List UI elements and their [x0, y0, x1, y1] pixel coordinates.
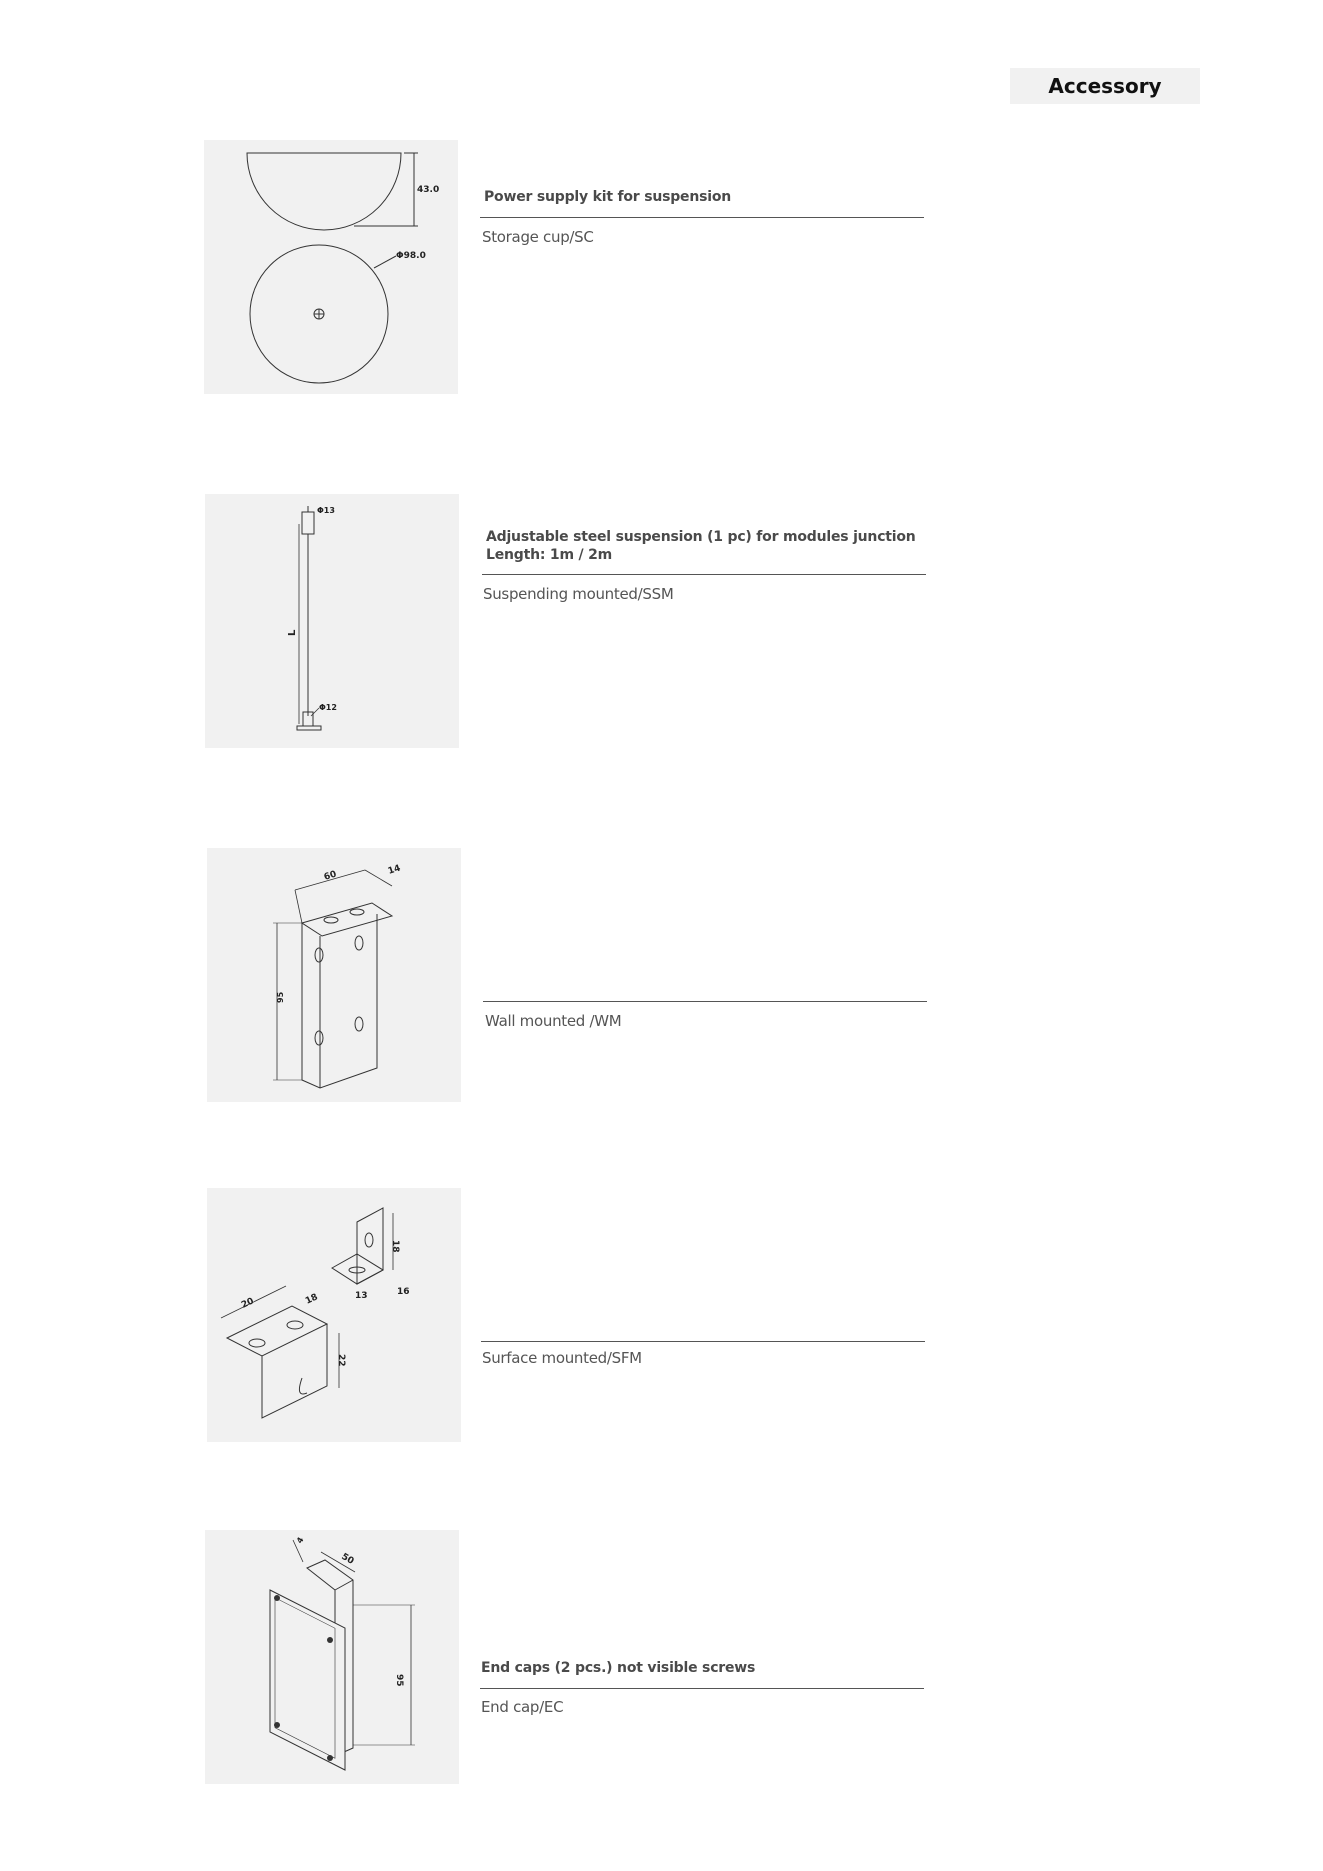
- dim-width: 50: [339, 1551, 356, 1567]
- end-caps-drawing: [205, 1530, 459, 1784]
- title-line-1: Adjustable steel suspension (1 pc) for modules junction: [486, 529, 916, 545]
- divider: [480, 217, 924, 218]
- dim-d: 20: [240, 1296, 256, 1311]
- dim-height: 95: [276, 991, 285, 1003]
- title-line-2: Length: 1m / 2m: [486, 547, 613, 563]
- item-title-end-caps: End caps (2 pcs.) not visible screws: [481, 1660, 756, 1676]
- dim-a: 18: [390, 1240, 400, 1253]
- wall-mount-drawing: [207, 848, 461, 1102]
- item-caption-suspending: Suspending mounted/SSM: [483, 585, 674, 603]
- dim-e: 18: [304, 1292, 320, 1307]
- divider: [482, 574, 926, 575]
- divider: [483, 1001, 927, 1002]
- item-title-steel-suspension: [486, 528, 916, 564]
- dim-depth: 14: [386, 863, 402, 877]
- dim-b: 13: [355, 1291, 368, 1301]
- item-caption-storage-cup: Storage cup/SC: [482, 228, 594, 246]
- dim-bottom: Φ12: [319, 703, 337, 712]
- dim-diameter: Φ98.0: [396, 251, 426, 261]
- dim-f: 22: [336, 1354, 346, 1367]
- surface-mount-drawing: [207, 1188, 461, 1442]
- dim-c: 16: [397, 1287, 410, 1297]
- storage-cup-drawing: [204, 140, 458, 394]
- dim-length: L: [287, 629, 298, 636]
- section-tab-accessory: Accessory: [1010, 68, 1200, 104]
- dim-top: Φ13: [317, 506, 335, 515]
- item-caption-end-cap: End cap/EC: [481, 1698, 564, 1716]
- steel-suspension-drawing: [205, 494, 459, 748]
- dim-height: 95: [394, 1674, 404, 1687]
- item-title-power-supply: Power supply kit for suspension: [484, 189, 732, 205]
- divider: [480, 1688, 924, 1689]
- divider: [481, 1341, 925, 1342]
- dim-height: 43.0: [417, 185, 440, 195]
- item-caption-surface-mounted: Surface mounted/SFM: [482, 1349, 642, 1367]
- item-caption-wall-mounted: Wall mounted /WM: [485, 1012, 622, 1030]
- dim-thickness: 4: [294, 1535, 306, 1545]
- dim-width: 60: [322, 869, 338, 883]
